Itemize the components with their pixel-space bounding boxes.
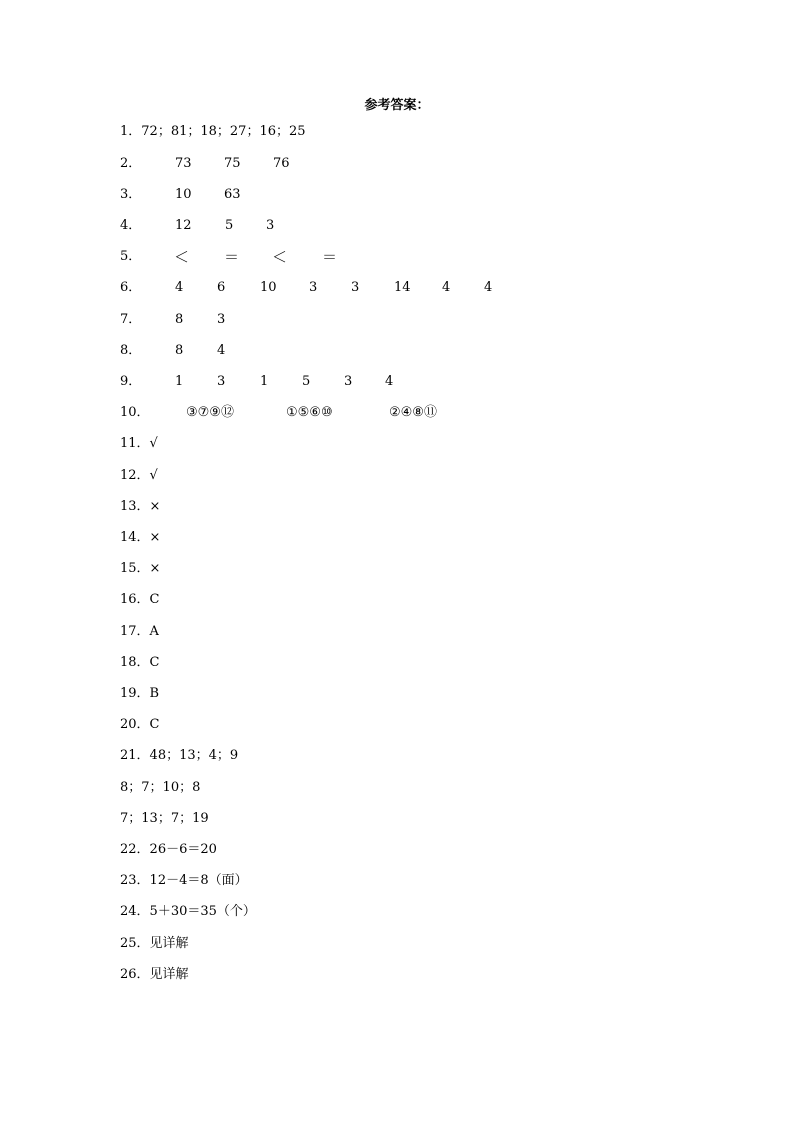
answer-cell: 75 (224, 156, 241, 171)
answer-cell: 4 (217, 343, 226, 358)
question-number: 16． (120, 592, 150, 607)
question-number: 11． (120, 436, 150, 451)
answer-text: √ (149, 468, 158, 483)
answer-cell: 10 (175, 187, 192, 202)
answer-text: 见详解 (149, 936, 189, 951)
page-title: 参考答案： (364, 98, 430, 113)
answer-line-20 (120, 715, 160, 735)
question-number: 10． (120, 405, 150, 420)
answer-line-14 (120, 528, 160, 548)
answer-cell: ＝ (322, 248, 338, 266)
question-number: 4． (120, 218, 142, 233)
question-number: 20． (120, 717, 150, 732)
question-number: 9． (120, 374, 142, 389)
question-number: 5． (120, 249, 142, 264)
answer-text: C (149, 592, 160, 607)
answer-text: 72；81；18；27；16；25 (141, 124, 306, 139)
answer-line-4 (120, 216, 720, 236)
answer-text: 26－6＝20 (149, 842, 217, 857)
answer-text: 8；7；10；8 (120, 780, 201, 795)
answer-text: 见详解 (149, 967, 189, 982)
answer-line-26 (120, 965, 189, 985)
question-number: 18． (120, 655, 150, 670)
answer-cell: 5 (302, 374, 311, 389)
answer-cell: 3 (344, 374, 353, 389)
answer-cell: 4 (484, 280, 493, 295)
question-number: 1． (120, 124, 142, 139)
answer-cell: 4 (442, 280, 451, 295)
answer-text: 12－4＝8（面） (149, 873, 248, 888)
answer-cell: ②④⑧⑪ (389, 405, 437, 420)
question-number: 6． (120, 280, 142, 295)
answer-text: × (149, 561, 161, 576)
answer-line-5 (120, 247, 720, 267)
answer-cell: 3 (351, 280, 360, 295)
answer-line-15 (120, 559, 160, 579)
answer-line-22 (120, 840, 217, 860)
answer-line-19 (120, 684, 159, 704)
answer-text: × (149, 499, 161, 514)
answer-line-1 (120, 122, 306, 142)
answer-cell: 73 (175, 156, 192, 171)
answer-line-8 (120, 341, 720, 361)
answer-cell: 10 (260, 280, 277, 295)
answer-cell: 3 (217, 312, 226, 327)
question-number: 15． (120, 561, 150, 576)
answer-line-18 (120, 653, 160, 673)
answer-cell: 3 (266, 218, 275, 233)
answer-cell: 8 (175, 343, 184, 358)
answer-line-6 (120, 278, 720, 298)
question-number: 19． (120, 686, 150, 701)
answer-text: √ (149, 436, 158, 451)
answer-text: 48；13；4；9 (149, 748, 239, 763)
answer-cell: ③⑦⑨⑫ (186, 405, 234, 420)
answer-line-13 (120, 497, 160, 517)
answer-cell: 3 (217, 374, 226, 389)
answer-cell: 4 (385, 374, 394, 389)
answer-cell: 76 (273, 156, 290, 171)
question-number: 23． (120, 873, 150, 888)
answer-cell: 1 (260, 374, 269, 389)
question-number: 3． (120, 187, 142, 202)
answer-line-16 (120, 590, 160, 610)
question-number: 21． (120, 748, 150, 763)
answer-line-10 (120, 403, 720, 423)
answer-line-24 (120, 902, 256, 922)
answer-cell: 63 (224, 187, 241, 202)
answer-line-21 (120, 746, 238, 766)
answer-text: C (149, 655, 160, 670)
answer-cell: 12 (175, 218, 192, 233)
answer-cell: 14 (394, 280, 411, 295)
answer-line-3 (120, 185, 720, 205)
answer-cell: 5 (225, 218, 234, 233)
answer-cell: ＜ (174, 248, 190, 266)
answer-line-11 (120, 434, 158, 454)
answer-line-7 (120, 310, 720, 330)
answer-line-9 (120, 372, 720, 392)
answer-cell: 8 (175, 312, 184, 327)
answer-line-17 (120, 622, 159, 642)
answer-line-12 (120, 466, 158, 486)
question-number: 7． (120, 312, 142, 327)
question-number: 17． (120, 624, 150, 639)
answer-line-25 (120, 934, 189, 954)
answer-cell: ＜ (272, 248, 288, 266)
question-number: 2． (120, 156, 142, 171)
question-number: 26． (120, 967, 150, 982)
question-number: 25． (120, 936, 150, 951)
answer-line-21-row-2 (120, 778, 200, 798)
answer-cell: 3 (309, 280, 318, 295)
answer-text: 7；13；7；19 (120, 811, 209, 826)
answer-text: B (149, 686, 160, 701)
answer-text: C (149, 717, 160, 732)
answer-cell: ＝ (224, 248, 240, 266)
question-number: 8． (120, 343, 142, 358)
answer-text: A (149, 624, 159, 639)
answer-cell: 1 (175, 374, 184, 389)
question-number: 14． (120, 530, 150, 545)
answer-line-23 (120, 871, 248, 891)
question-number: 12． (120, 468, 150, 483)
answer-line-2 (120, 154, 720, 174)
answer-text: × (149, 530, 161, 545)
answer-cell: 6 (217, 280, 226, 295)
question-number: 22． (120, 842, 150, 857)
answer-cell: ①⑤⑥⑩ (286, 405, 333, 420)
answer-text: 5＋30＝35（个） (149, 904, 256, 919)
answer-cell: 4 (175, 280, 184, 295)
answer-line-21-row-3 (120, 809, 209, 829)
question-number: 13． (120, 499, 150, 514)
question-number: 24． (120, 904, 150, 919)
